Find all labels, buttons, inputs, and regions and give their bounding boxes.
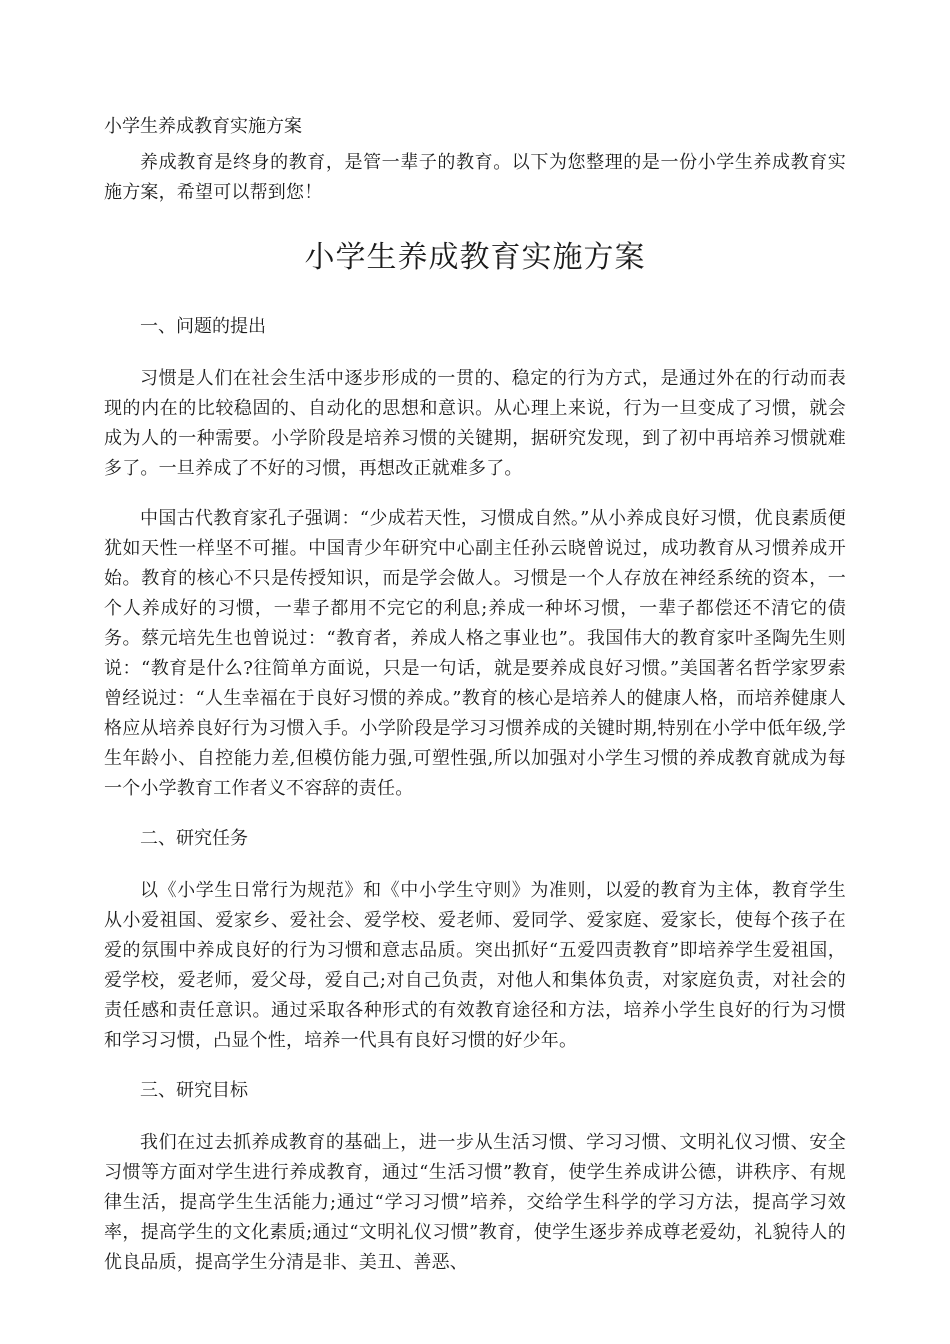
intro-paragraph: 养成教育是终身的教育，是管一辈子的教育。以下为您整理的是一份小学生养成教育实施方案，希望可以帮到您！ bbox=[104, 152, 846, 203]
section-heading-1: 一、问题的提出 bbox=[140, 316, 266, 337]
section-1-paragraph-1: 习惯是人们在社会生活中逐步形成的一贯的、稳定的行为方式，是通过外在的行动而表现的内在的比较稳固的、自动化的思想和意识。从心理上来说，行为一旦变成了习惯，就会成为人的一种需要。小学阶段是培养习惯的关键期，据研究发现，到了初中再培养习惯就难多了。一旦养成了不好的习惯，再想改正就难多了。 bbox=[104, 368, 846, 479]
document-top-title: 小学生养成教育实施方案 bbox=[104, 116, 302, 137]
section-heading-3: 三、研究目标 bbox=[140, 1080, 248, 1101]
document-page bbox=[104, 112, 846, 1278]
section-heading-2: 二、研究任务 bbox=[140, 828, 248, 849]
section-2-paragraph-1: 以《小学生日常行为规范》和《中小学生守则》为准则，以爱的教育为主体，教育学生从小爱祖国、爱家乡、爱社会、爱学校、爱老师、爱同学、爱家庭、爱家长，使每个孩子在爱的氛围中养成良好的行为习惯和意志品质。突出抓好“五爱四责教育”即培养学生爱祖国，爱学校，爱老师，爱父母，爱自己;对自己负责，对他人和集体负责，对家庭负责，对社会的责任感和责任意识。通过采取各种形式的有效教育途径和方法，培养小学生良好的行为习惯和学习习惯，凸显个性，培养一代具有良好习惯的好少年。 bbox=[104, 880, 846, 1051]
section-1-paragraph-2: 中国古代教育家孔子强调：“少成若天性，习惯成自然。”从小养成良好习惯，优良素质便犹如天性一样坚不可摧。中国青少年研究中心副主任孙云晓曾说过，成功教育从习惯养成开始。教育的核心不只是传授知识，而是学会做人。习惯是一个人存放在神经系统的资本，一个人养成好的习惯，一辈子都用不完它的利息;养成一种坏习惯，一辈子都偿还不清它的债务。蔡元培先生也曾说过：“教育者，养成人格之事业也”。我国伟大的教育家叶圣陶先生则说：“教育是什么?往简单方面说，只是一句话，就是要养成良好习惯。”美国著名哲学家罗索曾经说过：“人生幸福在于良好习惯的养成。”教育的核心是培养人的健康人格，而培养健康人格应从培养良好行为习惯入手。小学阶段是学习习惯养成的关键时期,特别在小学中低年级,学生年龄小、自控能力差,但模仿能力强,可塑性强,所以加强对小学生习惯的养成教育就成为每一个小学教育工作者义不容辞的责任。 bbox=[104, 508, 846, 799]
section-3-paragraph-1: 我们在过去抓养成教育的基础上，进一步从生活习惯、学习习惯、文明礼仪习惯、安全习惯等方面对学生进行养成教育，通过“生活习惯”教育，使学生养成讲公德，讲秩序、有规律生活，提高学生生活能力;通过“学习习惯”培养，交给学生科学的学习方法，提高学习效率，提高学生的文化素质;通过“文明礼仪习惯”教育，使学生逐步养成尊老爱幼，礼貌待人的优良品质，提高学生分清是非、美丑、善恶、 bbox=[104, 1132, 846, 1273]
main-title: 小学生养成教育实施方案 bbox=[304, 240, 646, 275]
